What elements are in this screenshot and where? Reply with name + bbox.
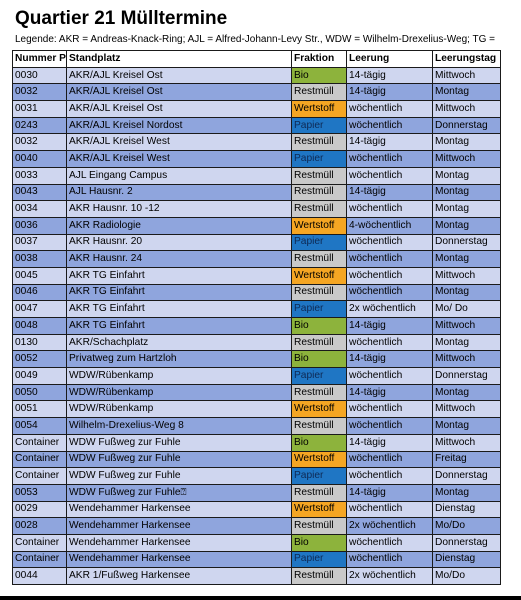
header-leerung: Leerung [347, 51, 433, 68]
cell-leerung: wöchentlich [347, 534, 433, 551]
cell-leerungstag: Dienstag [433, 551, 501, 568]
cell-nummer: 0044 [13, 568, 67, 585]
cell-fraktion: Restmüll [292, 284, 347, 301]
cell-fraktion: Wertstoff [292, 267, 347, 284]
cell-leerungstag: Mittwoch [433, 267, 501, 284]
cell-leerungstag: Mittwoch [433, 401, 501, 418]
header-standplatz: Standplatz [67, 51, 292, 68]
cell-standplatz: AKR TG Einfahrt [67, 284, 292, 301]
cell-nummer: 0043 [13, 184, 67, 201]
cell-leerung: 14-tägig [347, 67, 433, 84]
cell-fraktion: Papier [292, 301, 347, 318]
table-row [13, 167, 501, 184]
cell-nummer: 0050 [13, 384, 67, 401]
cell-standplatz: AKR/AJL Kreisel Ost [67, 101, 292, 118]
table-row [13, 217, 501, 234]
cell-leerung: wöchentlich [347, 101, 433, 118]
cell-nummer: 0051 [13, 401, 67, 418]
table-row [13, 434, 501, 451]
cell-fraktion: Bio [292, 351, 347, 368]
cell-nummer: Container [13, 551, 67, 568]
cell-leerung: wöchentlich [347, 418, 433, 435]
table-row [13, 468, 501, 485]
cell-standplatz: AKR/AJL Kreisel Ost [67, 67, 292, 84]
cell-nummer: 0052 [13, 351, 67, 368]
cell-leerungstag: Donnerstag [433, 368, 501, 385]
cell-leerung: 14-tägig [347, 84, 433, 101]
cell-fraktion: Wertstoff [292, 217, 347, 234]
table-row [13, 134, 501, 151]
cell-leerungstag: Mittwoch [433, 151, 501, 168]
cell-standplatz: AJL Hausnr. 2 [67, 184, 292, 201]
cell-leerungstag: Mo/ Do [433, 301, 501, 318]
table-row [13, 451, 501, 468]
table-row [13, 184, 501, 201]
cell-leerungstag: Montag [433, 484, 501, 501]
cell-nummer: Container [13, 451, 67, 468]
cell-nummer: 0032 [13, 134, 67, 151]
cell-standplatz: WDW Fußweg zur Fuhle [67, 468, 292, 485]
cell-standplatz: WDW Fußweg zur Fuhle [67, 434, 292, 451]
cell-leerung: wöchentlich [347, 401, 433, 418]
cell-leerungstag: Mittwoch [433, 101, 501, 118]
table-row [13, 251, 501, 268]
page-title: Quartier 21 Mülltermine [15, 8, 228, 29]
cell-standplatz: AKR/AJL Kreisel Ost [67, 84, 292, 101]
cell-fraktion: Restmüll [292, 251, 347, 268]
cell-nummer: 0048 [13, 318, 67, 335]
cell-fraktion: Wertstoff [292, 451, 347, 468]
cell-nummer: 0047 [13, 301, 67, 318]
cell-leerung: 14-tägig [347, 184, 433, 201]
cell-leerungstag: Donnerstag [433, 234, 501, 251]
cell-nummer: 0046 [13, 284, 67, 301]
table-row [13, 484, 501, 501]
table-row [13, 284, 501, 301]
cell-leerung: 2x wöchentlich [347, 301, 433, 318]
cell-standplatz: Wendehammer Harkensee [67, 501, 292, 518]
table-row [13, 67, 501, 84]
cell-leerung: wöchentlich [347, 501, 433, 518]
table-row [13, 318, 501, 335]
cell-leerung: 14-tägig [347, 134, 433, 151]
cell-standplatz: WDW Fußweg zur Fuhle [67, 451, 292, 468]
table-row [13, 234, 501, 251]
table-row [13, 101, 501, 118]
table-row [13, 84, 501, 101]
cell-fraktion: Restmüll [292, 134, 347, 151]
cell-leerungstag: Donnerstag [433, 468, 501, 485]
cell-fraktion: Restmüll [292, 518, 347, 535]
cell-standplatz: AKR/AJL Kreisel West [67, 134, 292, 151]
cell-standplatz: WDW Fußweg zur Fuhle⍰ [67, 484, 292, 501]
cell-standplatz: AKR TG Einfahrt [67, 318, 292, 335]
cell-fraktion: Bio [292, 67, 347, 84]
cell-leerung: 2x wöchentlich [347, 568, 433, 585]
table-row [13, 534, 501, 551]
cell-leerung: wöchentlich [347, 251, 433, 268]
cell-leerungstag: Montag [433, 418, 501, 435]
cell-fraktion: Papier [292, 551, 347, 568]
cell-nummer: Container [13, 534, 67, 551]
table-row [13, 267, 501, 284]
cell-nummer: 0045 [13, 267, 67, 284]
cell-leerungstag: Mittwoch [433, 351, 501, 368]
cell-leerung: 2x wöchentlich [347, 518, 433, 535]
cell-standplatz: WDW/Rübenkamp [67, 368, 292, 385]
cell-fraktion: Restmüll [292, 334, 347, 351]
cell-leerung: wöchentlich [347, 151, 433, 168]
cell-standplatz: WDW/Rübenkamp [67, 401, 292, 418]
cell-standplatz: AKR Radiologie [67, 217, 292, 234]
cell-fraktion: Restmüll [292, 184, 347, 201]
cell-standplatz: AKR/Schachplatz [67, 334, 292, 351]
cell-leerungstag: Mittwoch [433, 318, 501, 335]
cell-nummer: 0130 [13, 334, 67, 351]
cell-leerungstag: Montag [433, 284, 501, 301]
cell-leerung: wöchentlich [347, 368, 433, 385]
cell-leerungstag: Mo/Do [433, 568, 501, 585]
legend-text: Legende: AKR = Andreas-Knack-Ring; AJL = Alfred-Johann-Levy Str., WDW = Wilhelm-Drexelius-Weg; TG = [15, 34, 496, 45]
cell-nummer: 0031 [13, 101, 67, 118]
cell-standplatz: AKR TG Einfahrt [67, 267, 292, 284]
table-row [13, 518, 501, 535]
table-row [13, 501, 501, 518]
cell-leerungstag: Montag [433, 84, 501, 101]
cell-leerung: 14-tägig [347, 351, 433, 368]
cell-standplatz: AKR TG Einfahrt [67, 301, 292, 318]
cell-leerungstag: Montag [433, 334, 501, 351]
cell-fraktion: Papier [292, 234, 347, 251]
cell-fraktion: Restmüll [292, 167, 347, 184]
table-row [13, 401, 501, 418]
cell-standplatz: Privatweg zum Hartzloh [67, 351, 292, 368]
cell-leerung: wöchentlich [347, 468, 433, 485]
cell-fraktion: Wertstoff [292, 101, 347, 118]
cell-fraktion: Papier [292, 117, 347, 134]
cell-fraktion: Restmüll [292, 384, 347, 401]
cell-leerung: wöchentlich [347, 267, 433, 284]
cell-standplatz: WDW/Rübenkamp [67, 384, 292, 401]
cell-fraktion: Bio [292, 534, 347, 551]
cell-fraktion: Bio [292, 434, 347, 451]
cell-nummer: 0040 [13, 151, 67, 168]
table-row [13, 334, 501, 351]
cell-leerungstag: Montag [433, 134, 501, 151]
schedule-table [12, 50, 501, 585]
cell-leerungstag: Mo/Do [433, 518, 501, 535]
cell-fraktion: Restmüll [292, 484, 347, 501]
cell-leerung: 14-tägig [347, 434, 433, 451]
cell-fraktion: Papier [292, 468, 347, 485]
cell-fraktion: Papier [292, 368, 347, 385]
cell-leerungstag: Dienstag [433, 501, 501, 518]
table-row [13, 301, 501, 318]
cell-nummer: 0049 [13, 368, 67, 385]
cell-leerungstag: Mittwoch [433, 434, 501, 451]
cell-standplatz: Wendehammer Harkensee [67, 551, 292, 568]
table-row [13, 551, 501, 568]
cell-standplatz: Wendehammer Harkensee [67, 518, 292, 535]
table-row [13, 117, 501, 134]
cell-fraktion: Papier [292, 151, 347, 168]
cell-nummer: 0053 [13, 484, 67, 501]
table-row [13, 151, 501, 168]
cell-leerungstag: Montag [433, 167, 501, 184]
cell-fraktion: Wertstoff [292, 501, 347, 518]
header-nummer: Nummer P [13, 51, 67, 68]
table-row [13, 368, 501, 385]
cell-leerungstag: Donnerstag [433, 534, 501, 551]
cell-leerungstag: Montag [433, 251, 501, 268]
header-leerungstag: Leerungstag [433, 51, 501, 68]
cell-leerung: 14-tägig [347, 384, 433, 401]
header-fraktion: Fraktion [292, 51, 347, 68]
cell-leerung: 14-tägig [347, 318, 433, 335]
cell-standplatz: Wendehammer Harkensee [67, 534, 292, 551]
cell-standplatz: AJL Eingang Campus [67, 167, 292, 184]
table-row [13, 568, 501, 585]
cell-leerungstag: Montag [433, 184, 501, 201]
cell-nummer: 0036 [13, 217, 67, 234]
cell-leerungstag: Freitag [433, 451, 501, 468]
cell-leerungstag: Mittwoch [433, 67, 501, 84]
cell-nummer: Container [13, 434, 67, 451]
cell-fraktion: Restmüll [292, 418, 347, 435]
cell-standplatz: AKR Hausnr. 24 [67, 251, 292, 268]
cell-fraktion: Bio [292, 318, 347, 335]
cell-leerung: wöchentlich [347, 451, 433, 468]
cell-standplatz: Wilhelm-Drexelius-Weg 8 [67, 418, 292, 435]
cell-fraktion: Restmüll [292, 84, 347, 101]
cell-leerungstag: Montag [433, 384, 501, 401]
table-row [13, 418, 501, 435]
cell-leerungstag: Montag [433, 201, 501, 218]
table-body [13, 67, 501, 584]
cell-standplatz: AKR Hausnr. 20 [67, 234, 292, 251]
cell-standplatz: AKR Hausnr. 10 -12 [67, 201, 292, 218]
cell-leerung: wöchentlich [347, 551, 433, 568]
table-header-row [13, 51, 501, 68]
cell-nummer: 0034 [13, 201, 67, 218]
cell-nummer: 0030 [13, 67, 67, 84]
cell-standplatz: AKR/AJL Kreisel Nordost [67, 117, 292, 134]
cell-leerung: 4-wöchentlich [347, 217, 433, 234]
cell-leerung: wöchentlich [347, 284, 433, 301]
cell-leerung: wöchentlich [347, 167, 433, 184]
bottom-border [0, 596, 521, 600]
table-row [13, 351, 501, 368]
cell-leerung: wöchentlich [347, 334, 433, 351]
cell-nummer: 0054 [13, 418, 67, 435]
cell-fraktion: Restmüll [292, 201, 347, 218]
cell-standplatz: AKR/AJL Kreisel West [67, 151, 292, 168]
cell-nummer: 0037 [13, 234, 67, 251]
cell-leerungstag: Donnerstag [433, 117, 501, 134]
cell-standplatz: AKR 1/Fußweg Harkensee [67, 568, 292, 585]
cell-leerung: wöchentlich [347, 234, 433, 251]
table-row [13, 201, 501, 218]
table-row [13, 384, 501, 401]
cell-nummer: 0243 [13, 117, 67, 134]
cell-leerung: 14-tägig [347, 484, 433, 501]
cell-nummer: 0038 [13, 251, 67, 268]
cell-nummer: 0032 [13, 84, 67, 101]
cell-fraktion: Restmüll [292, 568, 347, 585]
cell-nummer: 0033 [13, 167, 67, 184]
cell-leerung: wöchentlich [347, 201, 433, 218]
cell-nummer: 0029 [13, 501, 67, 518]
cell-leerung: wöchentlich [347, 117, 433, 134]
cell-leerungstag: Montag [433, 217, 501, 234]
cell-nummer: 0028 [13, 518, 67, 535]
cell-nummer: Container [13, 468, 67, 485]
cell-fraktion: Wertstoff [292, 401, 347, 418]
